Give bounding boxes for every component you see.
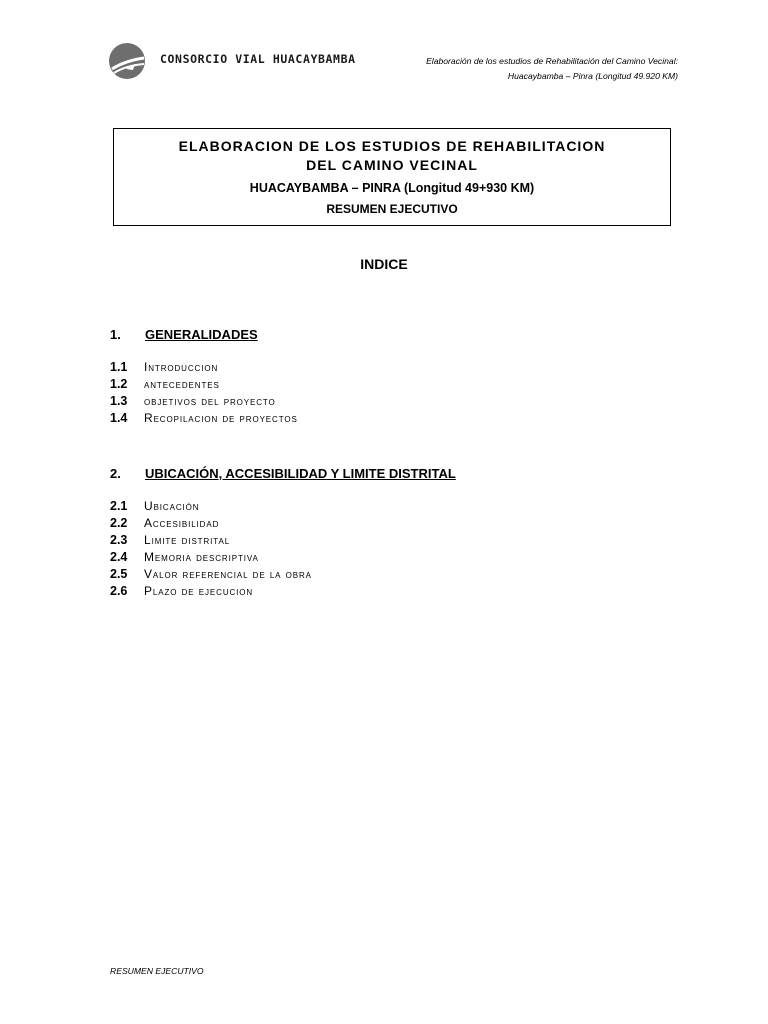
toc-item-label: Ubicación xyxy=(144,499,200,513)
toc-item-number: 2.1 xyxy=(110,499,128,513)
toc-item-number: 1.2 xyxy=(110,377,128,391)
toc-item-label: Limite distrital xyxy=(144,533,231,547)
company-name: CONSORCIO VIAL HUACAYBAMBA xyxy=(160,52,356,66)
toc-item-number: 1.1 xyxy=(110,360,128,374)
toc-item-number: 2.2 xyxy=(110,516,128,530)
header-line-1: Elaboración de los estudios de Rehabilitación del Camino Vecinal: xyxy=(426,56,678,66)
title-line-1: ELABORACION DE LOS ESTUDIOS DE REHABILITACION xyxy=(178,138,606,154)
index-title: INDICE xyxy=(360,256,408,272)
toc-item-label: objetivos del proyecto xyxy=(144,394,276,408)
toc-item-label: Recopilacion de proyectos xyxy=(144,411,298,425)
toc-item-number: 2.3 xyxy=(110,533,128,547)
toc-item-label: Plazo de ejecucion xyxy=(144,584,254,598)
toc-item-number: 2.6 xyxy=(110,584,128,598)
toc-item-label: antecedentes xyxy=(144,377,220,391)
toc-item-number: 2.4 xyxy=(110,550,128,564)
page-footer: RESUMEN EJECUTIVO xyxy=(110,966,204,976)
title-line-2: DEL CAMINO VECINAL xyxy=(306,157,478,173)
page-header xyxy=(108,42,678,82)
toc-section-title: GENERALIDADES xyxy=(145,327,258,342)
header-line-2: Huacaybamba – Pinra (Longitud 49.920 KM) xyxy=(507,71,678,81)
title-subtitle: HUACAYBAMBA – PINRA (Longitud 49+930 KM) xyxy=(249,181,535,195)
consorcio-road-logo-icon xyxy=(108,42,146,80)
toc-section-title: UBICACIÓN, ACCESIBILIDAD Y LIMITE DISTRITAL xyxy=(145,466,456,481)
title-box xyxy=(113,128,671,226)
title-doc-type: RESUMEN EJECUTIVO xyxy=(326,202,458,216)
header-project-description xyxy=(426,54,678,84)
toc-item-label: Accesibilidad xyxy=(144,516,220,530)
toc-section-number: 1. xyxy=(110,327,121,342)
toc-item-label: Memoria descriptiva xyxy=(144,550,259,564)
toc-item-number: 2.5 xyxy=(110,567,128,581)
toc-item-number: 1.4 xyxy=(110,411,128,425)
toc-item-number: 1.3 xyxy=(110,394,128,408)
toc-section-number: 2. xyxy=(110,466,121,481)
toc-item-label: Introduccion xyxy=(144,360,219,374)
document-title xyxy=(114,137,670,175)
toc-item-label: Valor referencial de la obra xyxy=(144,567,312,581)
